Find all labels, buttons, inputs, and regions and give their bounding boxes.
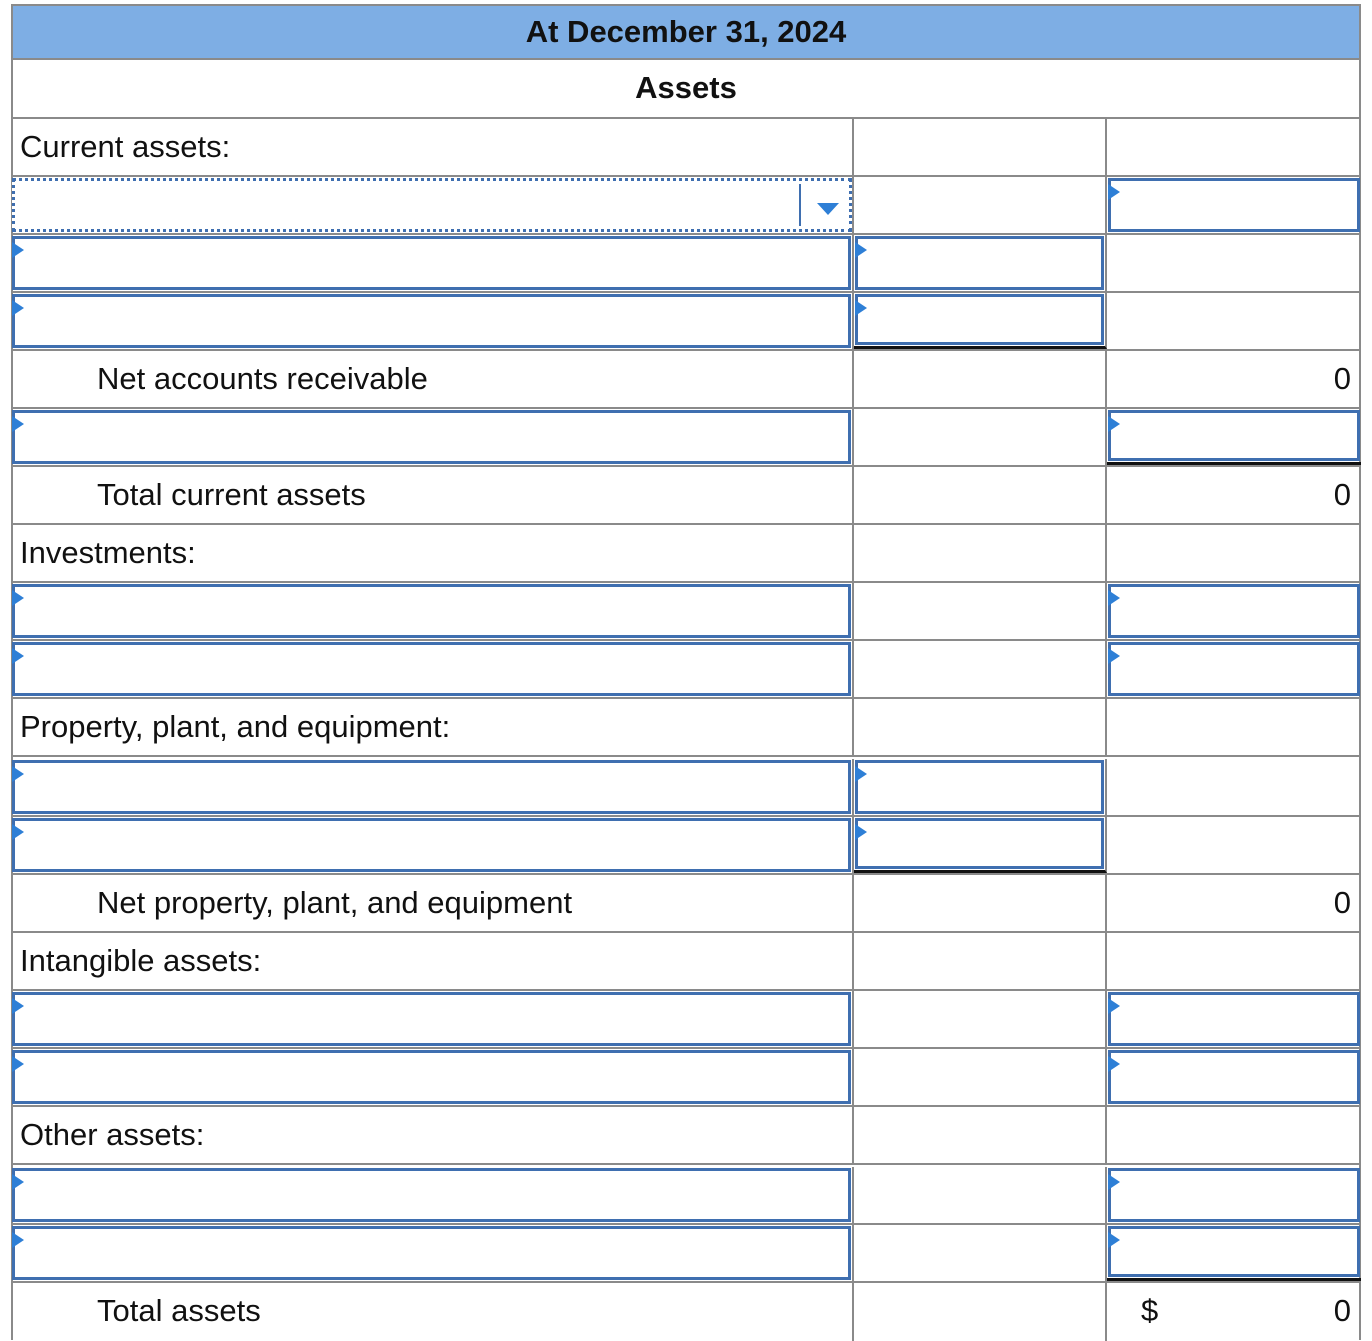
row-intangible-1	[11, 991, 1361, 1049]
intangible-2-amount-input[interactable]	[1108, 1050, 1360, 1104]
investment-2-amount-input[interactable]	[1108, 642, 1360, 696]
row-investment-1	[11, 583, 1361, 641]
statement-date-header	[11, 4, 1361, 60]
row-current-asset-2	[11, 409, 1361, 467]
row-investment-2	[11, 641, 1361, 699]
assets-header	[11, 59, 1361, 119]
row-other-asset-1	[11, 1167, 1361, 1225]
row-ppe-2	[11, 817, 1361, 875]
investment-1-amount-input[interactable]	[1108, 584, 1360, 638]
other-asset-2-amount-input[interactable]	[1108, 1226, 1360, 1277]
investments-label: Investments:	[20, 535, 196, 570]
current-asset-1-amount-input[interactable]	[1108, 178, 1360, 232]
receivable-1-amount-input[interactable]	[855, 236, 1104, 290]
row-total-assets	[11, 1283, 1361, 1341]
intangible-2-account-input[interactable]	[12, 1050, 851, 1104]
net-ppe-label: Net property, plant, and equipment	[97, 885, 573, 920]
other-asset-2-account-input[interactable]	[12, 1226, 851, 1280]
ppe-1-account-input[interactable]	[12, 760, 851, 814]
investment-1-account-input[interactable]	[12, 584, 851, 638]
row-other-asset-2	[11, 1225, 1361, 1283]
receivable-2-account-input[interactable]	[12, 294, 851, 348]
total-assets-value: 0	[1333, 1293, 1351, 1328]
row-current-assets-heading	[11, 119, 1361, 177]
receivable-2-amount-input[interactable]	[855, 294, 1104, 345]
row-investments-heading	[11, 525, 1361, 583]
net-ar-value: 0	[1333, 361, 1351, 396]
row-ppe-heading	[11, 699, 1361, 757]
row-receivable-1	[11, 235, 1361, 293]
other-assets-label: Other assets:	[20, 1117, 205, 1152]
current-assets-label: Current assets:	[20, 129, 231, 164]
row-net-ppe	[11, 875, 1361, 933]
total-assets-label: Total assets	[97, 1293, 261, 1328]
intangible-1-account-input[interactable]	[12, 992, 851, 1046]
other-asset-1-amount-input[interactable]	[1108, 1168, 1360, 1222]
receivable-1-account-input[interactable]	[12, 236, 851, 290]
ppe-1-amount-input[interactable]	[855, 760, 1104, 814]
row-current-asset-1	[11, 177, 1361, 235]
ppe-label: Property, plant, and equipment:	[20, 709, 451, 744]
row-intangibles-heading	[11, 933, 1361, 991]
ppe-2-account-input[interactable]	[12, 818, 851, 872]
row-ppe-1	[11, 759, 1361, 817]
row-net-accounts-receivable	[11, 351, 1361, 409]
account-select-dropdown[interactable]	[12, 178, 852, 232]
ppe-2-amount-input[interactable]	[855, 818, 1104, 869]
assets-title: Assets	[635, 70, 737, 105]
total-current-assets-value: 0	[1333, 477, 1351, 512]
row-total-current-assets	[11, 467, 1361, 525]
current-asset-2-amount-input[interactable]	[1108, 410, 1360, 461]
total-current-assets-label: Total current assets	[97, 477, 366, 512]
row-other-assets-heading	[11, 1107, 1361, 1165]
other-asset-1-account-input[interactable]	[12, 1168, 851, 1222]
statement-date: At December 31, 2024	[525, 14, 847, 49]
current-asset-2-account-input[interactable]	[12, 410, 851, 464]
investment-2-account-input[interactable]	[12, 642, 851, 696]
chevron-down-icon[interactable]	[817, 203, 839, 215]
net-ppe-value: 0	[1333, 885, 1351, 920]
currency-symbol: $	[1141, 1293, 1159, 1328]
intangible-1-amount-input[interactable]	[1108, 992, 1360, 1046]
net-ar-label: Net accounts receivable	[97, 361, 428, 396]
row-intangible-2	[11, 1049, 1361, 1107]
intangibles-label: Intangible assets:	[20, 943, 262, 978]
row-receivable-2	[11, 293, 1361, 351]
